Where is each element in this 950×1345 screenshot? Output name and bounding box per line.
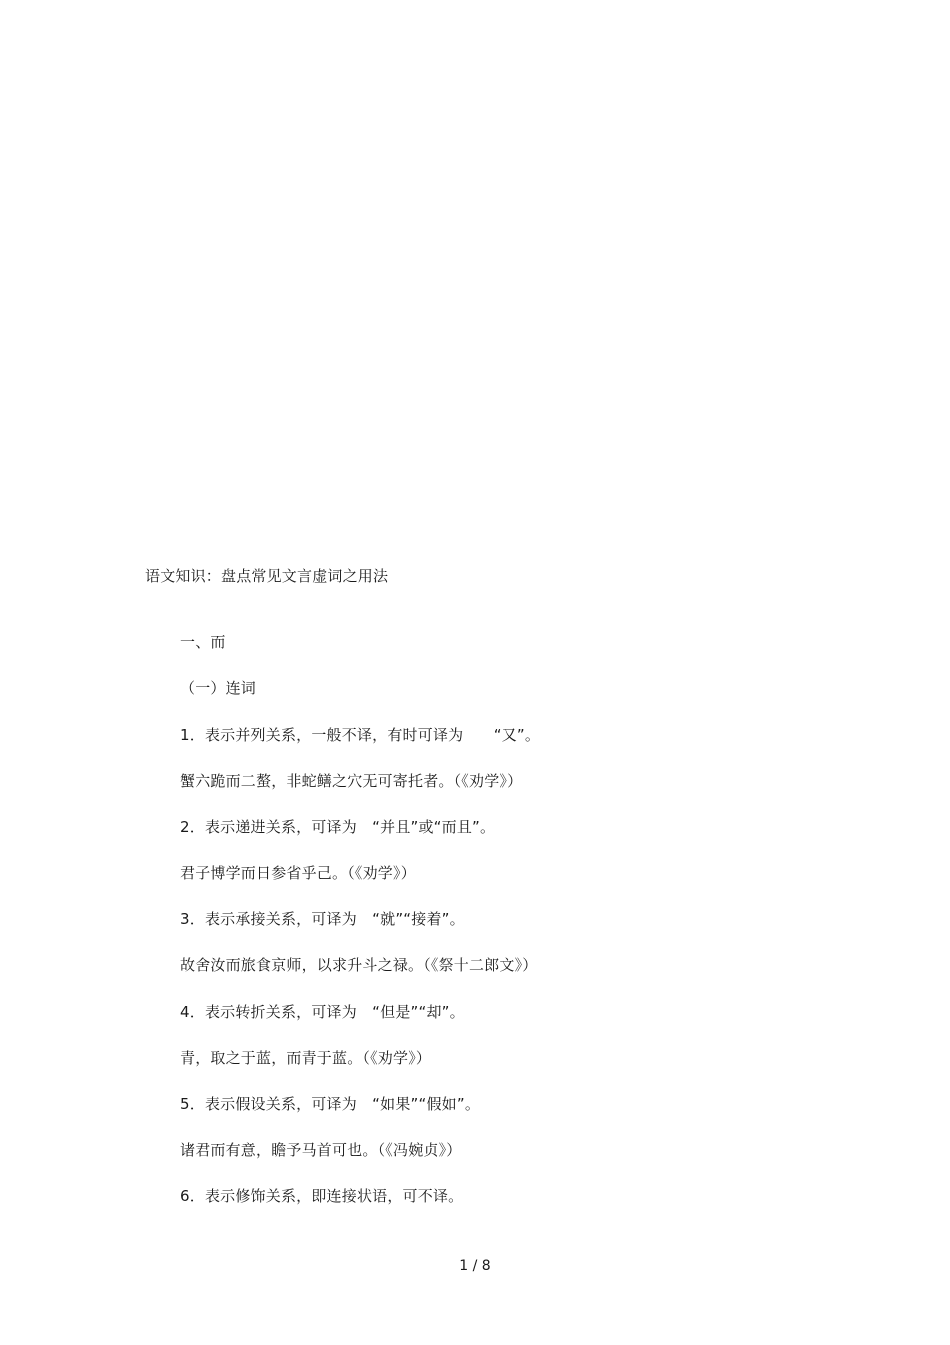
rule-item-4: 4．表示转折关系，可译为 “但是”“却”。 — [180, 1003, 465, 1021]
example-5: 诸君而有意，瞻予马首可也。（《冯婉贞》） — [180, 1141, 462, 1159]
rule-item-1: 1．表示并列关系，一般不译，有时可译为 “又”。 — [180, 726, 541, 744]
section-heading: 一、而 — [180, 633, 226, 651]
rule-item-3: 3．表示承接关系，可译为 “就”“接着”。 — [180, 910, 465, 928]
example-1: 蟹六跪而二螯，非蛇鳝之穴无可寄托者。（《劝学》） — [180, 772, 523, 790]
rule-item-6: 6．表示修饰关系，即连接状语，可不译。 — [180, 1187, 464, 1205]
example-3: 故舍汝而旅食京师，以求升斗之禄。（《祭十二郎文》） — [180, 956, 538, 974]
rule-item-2: 2．表示递进关系，可译为 “并且”或“而且”。 — [180, 818, 496, 836]
example-2: 君子博学而日参省乎己。（《劝学》） — [180, 864, 416, 882]
page-number: 1 / 8 — [459, 1258, 491, 1274]
example-4: 青，取之于蓝，而青于蓝。（《劝学》） — [180, 1049, 432, 1067]
rule-item-5: 5．表示假设关系，可译为 “如果”“假如”。 — [180, 1095, 481, 1113]
document-title: 语文知识：盘点常见文言虚词之用法 — [145, 567, 389, 585]
subsection-heading: （一）连词 — [180, 679, 257, 697]
